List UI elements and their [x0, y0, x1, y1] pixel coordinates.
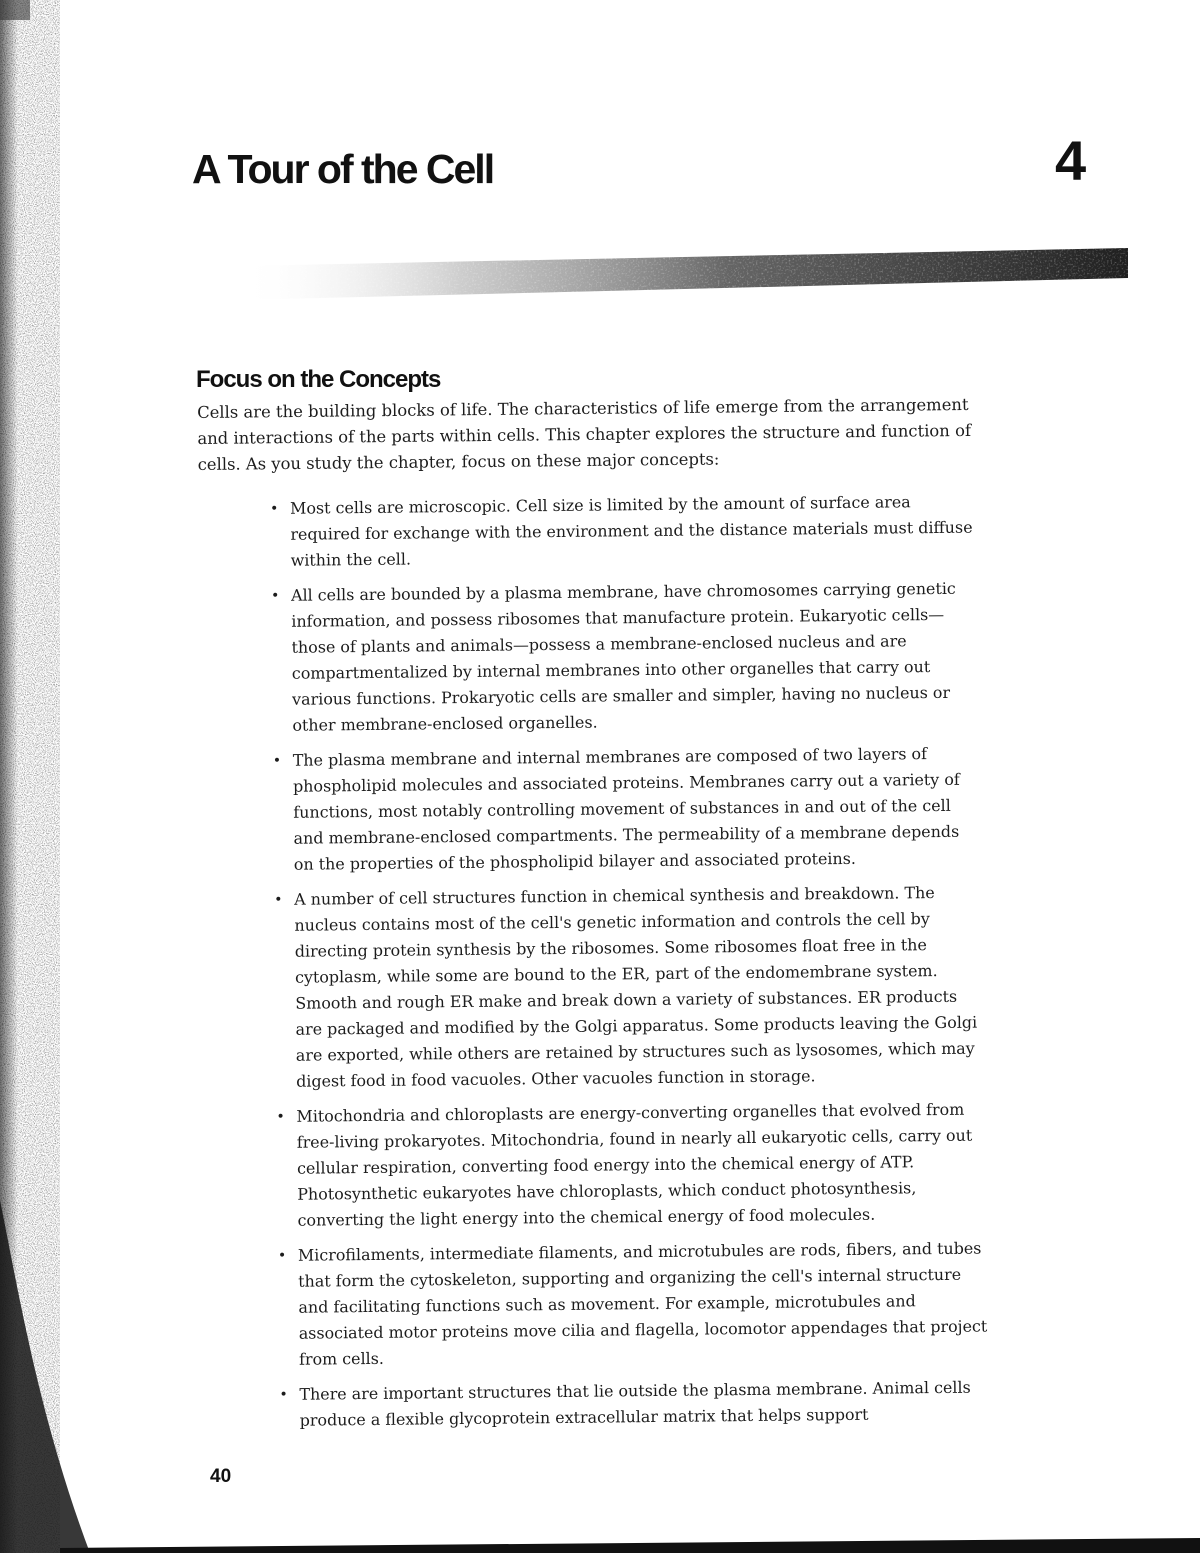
bullet-icon: • — [270, 500, 279, 517]
concept-text: Microfilaments, intermediate filaments, and microtubules are rods, fibers, and tubes that form the cytoskeleton, supporting and organizing the cell's internal structure and facilitating functions such as movement. For example, microtubules and associated motor proteins move cilia and flagella, locomotor appendages that project from cells. — [297, 1238, 988, 1369]
scan-left-edge — [0, 0, 90, 1553]
chapter-number: 4 — [1055, 129, 1087, 192]
list-item — [274, 1097, 987, 1234]
chapter-banner — [200, 244, 1128, 300]
concept-text: A number of cell structures function in chemical synthesis and breakdown. The nucleus contains most of the cell's genetic information and controls the cell by directing protein synthesis by the ribosomes. Some ribosomes float free in the cytoplasm, while some are bound to the ER, part of the endomembrane system. Smooth and rough ER make and break down a variety of substances. ER products are packaged and modified by the Golgi apparatus. Some products leaving the Golgi are exported, while others are retained by structures such as lysosomes, which may digest food in food vacuoles. Other vacuoles function in storage. — [294, 883, 978, 1091]
list-item — [276, 1236, 989, 1373]
concept-text: All cells are bounded by a plasma membrane, have chromosomes carrying genetic information, and possess ribosomes that manufacture protein. Eukaryotic cells—those of plants and animals—possess a membrane-enclosed nucleus and are compartmentalized by internal membranes into other organelles that carry out various functions. Prokaryotic cells are smaller and simpler, having no nucleus or other membrane-enclosed organelles. — [290, 578, 956, 735]
bullet-icon: • — [272, 752, 282, 769]
list-item — [269, 576, 983, 739]
list-item — [277, 1374, 990, 1433]
bullet-icon: • — [276, 1108, 285, 1125]
list-item — [268, 489, 981, 574]
bullet-icon: • — [274, 891, 283, 908]
scan-bottom-edge — [60, 1530, 1200, 1553]
concept-text: There are important structures that lie outside the plasma membrane. Animal cells produce a flexible glycoprotein extracellular matrix that helps support — [299, 1377, 971, 1430]
concept-text: The plasma membrane and internal membranes are composed of two layers of phospholipid molecules and associated proteins. Membranes carry out a variety of functions, most notably controlling movement of substances in and out of the cell and membrane-enclosed compartments. The permeability of a membrane depends on the properties of the phospholipid bilayer and associated proteins. — [292, 744, 960, 874]
bullet-icon: • — [277, 1247, 287, 1264]
list-item — [271, 741, 984, 878]
intro-paragraph: Cells are the building blocks of life. The characteristics of life emerge from the arrangement and interactions of the parts within cells. This chapter explores the structure and function of cells. As you study the chapter, focus on these major concepts: — [197, 394, 972, 474]
concept-text: Mitochondria and chloroplasts are energy-converting organelles that evolved from free-living prokaryotes. Mitochondria, found in nearly all eukaryotic cells, carry out cellular respiration, converting food energy into the chemical energy of ATP. Photosynthetic eukaryotes have chloroplasts, which conduct photosynthesis, converting the light energy into the chemical energy of food molecules. — [296, 1099, 973, 1230]
chapter-title: A Tour of the Cell — [192, 146, 494, 192]
bullet-icon: • — [270, 587, 280, 604]
section-heading: Focus on the Concepts — [196, 366, 441, 393]
list-item — [272, 880, 986, 1095]
concepts-list — [268, 489, 990, 1443]
bullet-icon: • — [279, 1386, 288, 1403]
concept-text: Most cells are microscopic. Cell size is limited by the amount of surface area required for exchange with the environment and the distance materials must diffuse within the cell. — [290, 492, 973, 570]
page-number: 40 — [210, 1466, 232, 1487]
